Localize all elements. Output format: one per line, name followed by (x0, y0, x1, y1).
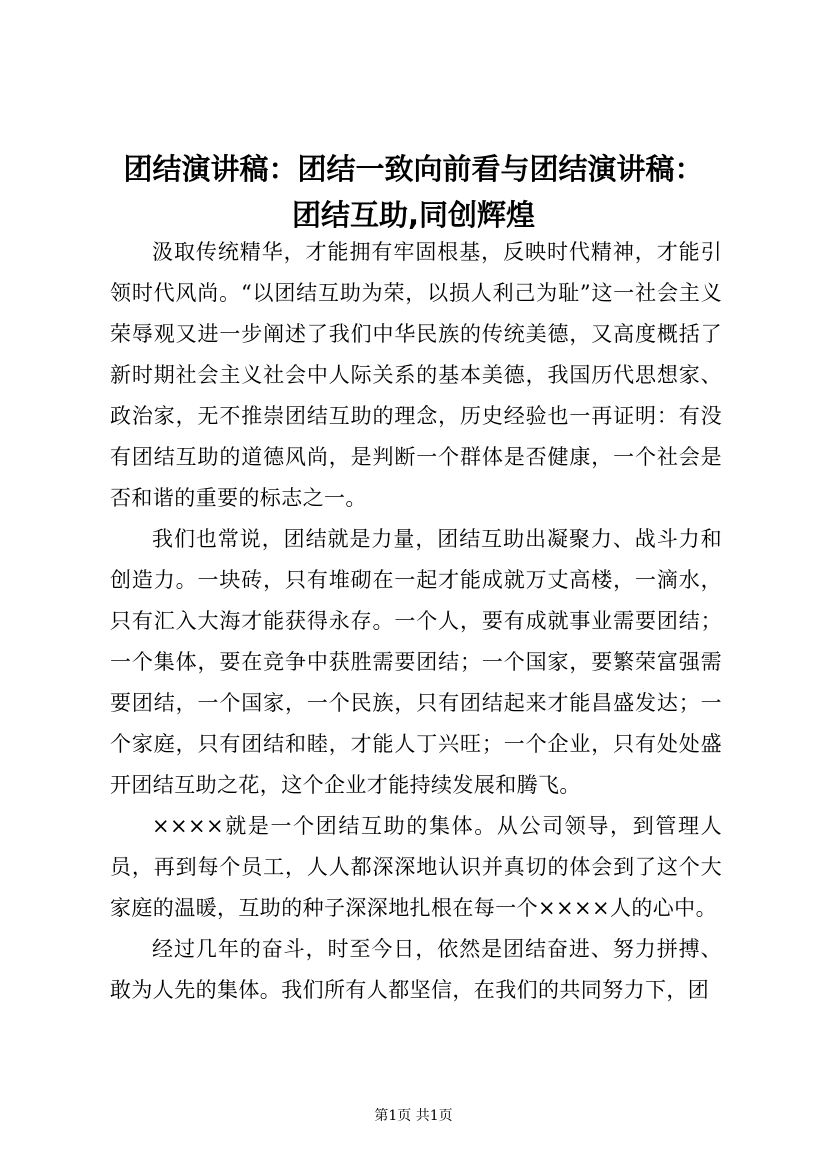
paragraph-3: ××××就是一个团结互助的集体。从公司领导，到管理人员，再到每个员工，人人都深深地认识并真切的体会到了这个大家庭的温暖，互助的种子深深地扎根在每一个××××人的心中。 (110, 814, 722, 920)
paragraph-4: 经过几年的奋斗，时至今日，依然是团结奋进、努力拼搏、敢为人先的集体。我们所有人都坚信，在我们的共同努力下，团 (110, 937, 722, 1002)
paragraph-1: 汲取传统精华，才能拥有牢固根基，反映时代精神，才能引领时代风尚。“以团结互助为荣，以损人利己为耻”这一社会主义荣辱观又进一步阐述了我们中华民族的传统美德，又高度概括了新时期社会主义社会中人际关系的基本美德，我国历代思想家、政治家，无不推崇团结互助的理念，历史经验也一再证明：有没有团结互助的道德风尚，是判断一个群体是否健康，一个社会是否和谐的重要的标志之一。 (110, 240, 722, 510)
title-line-2: 团结互助,同创辉煌 (291, 198, 536, 232)
paragraph-2: 我们也常说，团结就是力量，团结互助出凝聚力、战斗力和创造力。一块砖，只有堆砌在一起才能成就万丈高楼，一滴水，只有汇入大海才能获得永存。一个人，要有成就事业需要团结；一个集体，要在竞争中获胜需要团结；一个国家，要繁荣富强需要团结，一个国家，一个民族，只有团结起来才能昌盛发达；一个家庭，只有团结和睦，才能人丁兴旺；一个企业，只有处处盛开团结互助之花，这个企业才能持续发展和腾飞。 (110, 527, 722, 797)
title-line-1: 团结演讲稿：团结一致向前看与团结演讲稿： (123, 152, 704, 186)
page-footer: 第1页 共1页 (374, 1108, 453, 1124)
document-body (110, 232, 722, 1011)
page-title (100, 146, 727, 238)
